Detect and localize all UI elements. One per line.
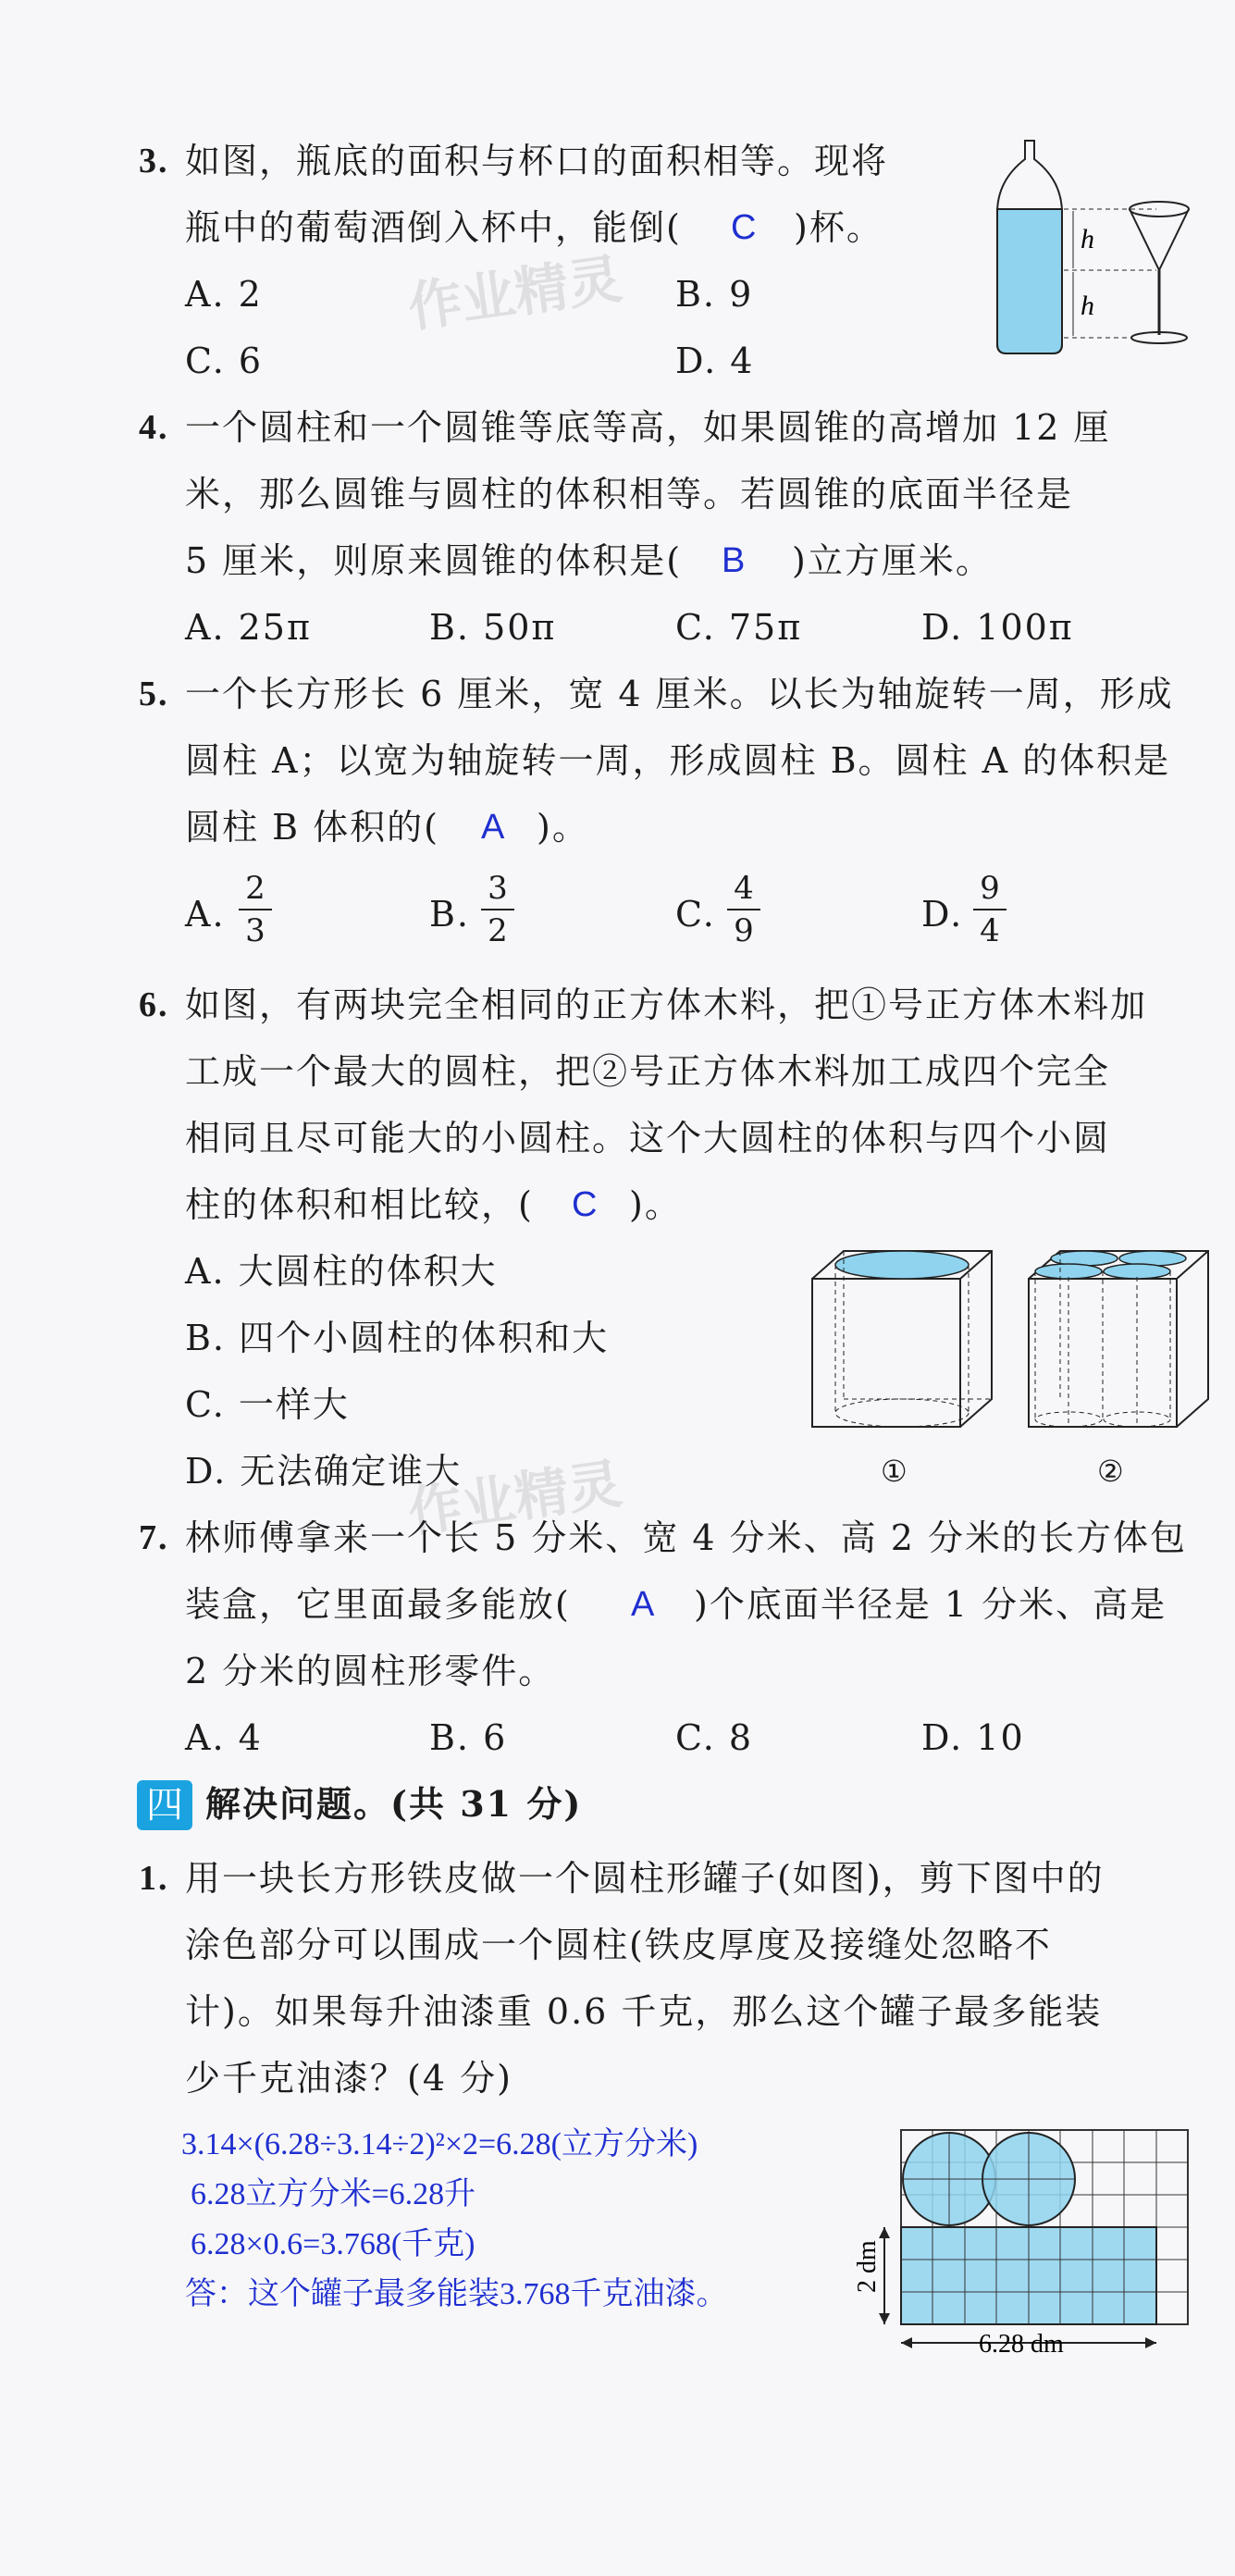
- q3-answer: C: [731, 208, 759, 247]
- q5-option-c: C.: [675, 894, 716, 935]
- q3-option-b: B. 9: [675, 274, 754, 315]
- q5-option-b: B.: [429, 894, 471, 935]
- q5-fraction-d: [973, 870, 1007, 949]
- q5-line2: 圆柱 A；以宽为轴旋转一周，形成圆柱 B。圆柱 A 的体积是: [185, 740, 1171, 781]
- cube-big-cylinder-figure: [810, 1249, 995, 1434]
- q5-fraction-a-den: 3: [245, 912, 266, 949]
- q4-option-c: C. 75π: [675, 607, 803, 648]
- q3-option-a: A. 2: [185, 274, 263, 315]
- q7-option-d: D. 10: [921, 1717, 1025, 1758]
- p1-number: 1.: [139, 1859, 169, 1898]
- q4-option-b: B. 50π: [429, 607, 557, 648]
- q6-line3: 相同且尽可能大的小圆柱。这个大圆柱的体积与四个小圆: [185, 1118, 1111, 1158]
- q5-fraction-b-den: 2: [488, 912, 508, 949]
- q6-line4a: 柱的体积和相比较，(: [185, 1184, 534, 1225]
- q6-answer: C: [572, 1185, 599, 1224]
- p1-answer-line3: 6.28×0.6=3.768(千克): [191, 2227, 475, 2261]
- bottle-and-glass-figure: [990, 139, 1203, 361]
- q6-option-c: C. 一样大: [185, 1384, 350, 1425]
- q6-line4b: )。: [629, 1184, 682, 1225]
- q7-line3: 2 分米的圆柱形零件。: [185, 1651, 556, 1691]
- q7-line2b: )个底面半径是 1 分米、高是: [694, 1584, 1167, 1625]
- section-four-icon: 四: [137, 1780, 192, 1830]
- watermark-2: 作业精灵: [404, 1452, 626, 1544]
- q4-answer: B: [722, 541, 747, 580]
- h-label-bottom: h: [1081, 291, 1094, 321]
- q3-number: 3.: [139, 142, 169, 180]
- q7-option-a: A. 4: [185, 1717, 263, 1758]
- q7-option-b: B. 6: [429, 1717, 508, 1758]
- q5-answer: A: [481, 808, 507, 847]
- figure-2-label: ②: [1097, 1454, 1126, 1489]
- q3-line2a: 瓶中的葡萄酒倒入杯中，能倒(: [185, 207, 682, 248]
- q5-line3b: )。: [537, 807, 589, 848]
- p1-answer-line2: 6.28立方分米=6.28升: [191, 2177, 476, 2211]
- q7-line1: 林师傅拿来一个长 5 分米、宽 4 分米、高 2 分米的长方体包: [185, 1517, 1188, 1558]
- q5-fraction-a: [239, 870, 272, 949]
- q6-number: 6.: [139, 985, 169, 1024]
- q5-fraction-b: [481, 870, 514, 949]
- q5-fraction-c-num: 4: [734, 870, 754, 907]
- q5-fraction-c: [727, 870, 760, 949]
- h-label-top: h: [1081, 224, 1094, 254]
- dim-height-label: 2 dm: [853, 2240, 882, 2293]
- q7-line2a: 装盒，它里面最多能放(: [185, 1584, 571, 1625]
- q5-option-d: D.: [921, 894, 964, 935]
- figure-1-label: ①: [881, 1454, 909, 1489]
- watermark-1: 作业精灵: [404, 247, 626, 340]
- p1-line3: 计)。如果每升油漆重 0.6 千克，那么这个罐子最多能装: [185, 1991, 1103, 2032]
- q4-line1: 一个圆柱和一个圆锥等底等高，如果圆锥的高增加 12 厘: [185, 407, 1111, 448]
- q3-line2b: )杯。: [794, 207, 883, 248]
- cube-four-cylinders-figure: [1027, 1249, 1212, 1434]
- q3-option-c: C. 6: [185, 341, 264, 381]
- dim-width-label: 6.28 dm: [979, 2330, 1064, 2359]
- q4-line3b: )立方厘米。: [792, 540, 993, 581]
- q5-number: 5.: [139, 675, 169, 713]
- tin-sheet-grid-figure: [853, 2128, 1193, 2369]
- p1-line2: 涂色部分可以围成一个圆柱(铁皮厚度及接缝处忽略不: [185, 1925, 1052, 1965]
- q5-fraction-c-den: 9: [734, 912, 754, 949]
- q4-line3a: 5 厘米，则原来圆锥的体积是(: [185, 540, 683, 581]
- p1-answer-line4: 答：这个罐子最多能装3.768千克油漆。: [185, 2277, 728, 2311]
- q6-option-b: B. 四个小圆柱的体积和大: [185, 1318, 610, 1358]
- p1-line4: 少千克油漆？(4 分): [185, 2058, 513, 2099]
- q6-option-d: D. 无法确定谁大: [185, 1451, 463, 1492]
- q5-line1: 一个长方形长 6 厘米，宽 4 厘米。以长为轴旋转一周，形成: [185, 674, 1174, 714]
- q5-fraction-d-den: 4: [980, 912, 1000, 949]
- q5-line3a: 圆柱 B 体积的(: [185, 807, 439, 848]
- q3-line1: 如图，瓶底的面积与杯口的面积相等。现将: [185, 141, 889, 181]
- q5-fraction-a-num: 2: [245, 870, 266, 907]
- q6-line1: 如图，有两块完全相同的正方体木料，把①号正方体木料加: [185, 985, 1148, 1025]
- section-four-title: 解决问题。(共 31 分): [205, 1783, 583, 1825]
- q4-line2: 米，那么圆锥与圆柱的体积相等。若圆锥的底面半径是: [185, 474, 1074, 514]
- q7-number: 7.: [139, 1518, 169, 1557]
- p1-answer-line1: 3.14×(6.28÷3.14÷2)²×2=6.28(立方分米): [181, 2127, 698, 2161]
- q5-option-a: A.: [185, 894, 226, 935]
- q6-option-a: A. 大圆柱的体积大: [185, 1251, 498, 1292]
- p1-line1: 用一块长方形铁皮做一个圆柱形罐子(如图)，剪下图中的: [185, 1858, 1105, 1899]
- q4-option-d: D. 100π: [921, 607, 1074, 648]
- q3-option-d: D. 4: [675, 341, 755, 381]
- q7-answer: A: [631, 1585, 657, 1624]
- q6-line2: 工成一个最大的圆柱，把②号正方体木料加工成四个完全: [185, 1051, 1111, 1092]
- q4-option-a: A. 25π: [185, 607, 312, 648]
- q4-number: 4.: [139, 408, 169, 447]
- q5-fraction-d-num: 9: [980, 870, 1000, 907]
- q7-option-c: C. 8: [675, 1717, 754, 1758]
- q5-fraction-b-num: 3: [488, 870, 508, 907]
